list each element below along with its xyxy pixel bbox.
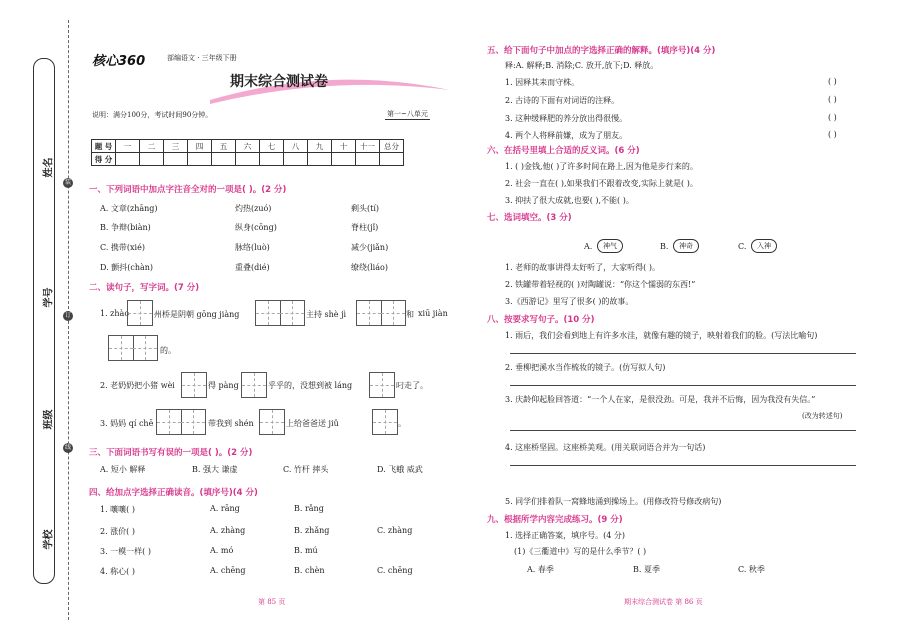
q9-option: A. 春季 bbox=[527, 565, 554, 574]
q1-option: 灼热(zuó) bbox=[235, 204, 272, 213]
score-header-cell: 八 bbox=[284, 140, 308, 153]
instructions: 说明：满分100分，考试时间90分钟。 bbox=[92, 111, 213, 119]
q4-option: B. zhǎng bbox=[294, 526, 330, 535]
answer-grid bbox=[369, 372, 395, 398]
q3-option: C. 竹杆 摔头 bbox=[283, 465, 329, 474]
q7-a: A. bbox=[584, 242, 593, 251]
q3-heading: 三、下面词语书写有误的一项是( )。(2 分) bbox=[89, 448, 253, 458]
q2-s1b: 州桥是阴朝 gōng jiàng bbox=[154, 310, 240, 319]
q4-option: C. zhàng bbox=[377, 526, 413, 535]
school-label: 学校 bbox=[43, 529, 55, 550]
score-cell bbox=[332, 153, 356, 166]
q2-s1e: xiū jiàn bbox=[418, 309, 448, 318]
score-header-cell: 七 bbox=[260, 140, 284, 153]
score-header-cell: 总分 bbox=[380, 140, 404, 153]
answer-grid bbox=[108, 335, 158, 361]
score-table bbox=[91, 139, 404, 166]
score-header-cell: 三 bbox=[164, 140, 188, 153]
q8-s3-note: (改为转述句) bbox=[802, 412, 843, 420]
score-cell bbox=[236, 153, 260, 166]
q4-option: B. chèn bbox=[294, 566, 325, 575]
score-cell bbox=[188, 153, 212, 166]
q2-s1f: 的。 bbox=[160, 346, 176, 355]
page-number-left: 第 85 页 bbox=[258, 598, 286, 606]
q9-sub: 1. 选择正确答案，填序号。(4 分) bbox=[505, 531, 626, 540]
score-cell bbox=[116, 153, 140, 166]
score-header-cell: 题 号 bbox=[92, 140, 116, 153]
word-cloud-b: 神奇 bbox=[673, 239, 699, 253]
score-cell bbox=[212, 153, 236, 166]
answer-line bbox=[510, 430, 856, 431]
q7-sentence: 3.《西游记》里写了很多( )的故事。 bbox=[505, 297, 634, 306]
q5-sentence: 3. 这种缓释肥的养分放出得很慢。 bbox=[505, 114, 628, 123]
answer-line bbox=[510, 353, 856, 354]
q1-option: 重叠(dié) bbox=[235, 263, 270, 272]
q2-s3d: 。 bbox=[398, 419, 406, 428]
q2-s3a: 3. 妈妈 qí chē bbox=[100, 419, 154, 428]
q4-option: C. chēng bbox=[377, 566, 413, 575]
q7-sentence: 2. 铁罐带着轻视的( )对陶罐说：“你这个懦弱的东西!” bbox=[505, 280, 696, 289]
q4-heading: 四、给加点字选择正确读音。(填序号)(4 分) bbox=[89, 488, 258, 498]
q8-s5: 5. 同学们排着队一窝蜂地涌到操场上。(用修改符号修改病句) bbox=[505, 497, 722, 506]
q1-option: 缭绕(liáo) bbox=[351, 263, 388, 272]
subject-label: 部编语文 · 三年级下册 bbox=[167, 54, 237, 62]
q4-option: A. rāng bbox=[210, 504, 240, 513]
score-header-cell: 六 bbox=[236, 140, 260, 153]
q1-option: 脊柱(jǐ) bbox=[351, 223, 379, 232]
answer-grid bbox=[255, 300, 305, 326]
binding-strip bbox=[33, 58, 55, 584]
score-row-label: 得 分 bbox=[92, 153, 116, 166]
answer-grid bbox=[356, 300, 406, 326]
answer-line bbox=[510, 385, 856, 386]
score-header-cell: 一 bbox=[116, 140, 140, 153]
q1-option: A. 文章(zhāng) bbox=[100, 204, 158, 213]
q8-s1: 1. 雨后，我们会看到地上有许多水洼，就像有趣的镜子，映射着我们的脸。(写法比喻句) bbox=[505, 331, 818, 340]
answer-grid bbox=[127, 300, 153, 326]
q9-heading: 九、根据所学内容完成练习。(9 分) bbox=[487, 515, 623, 525]
q7-heading: 七、选词填空。(3 分) bbox=[487, 213, 572, 223]
q2-s3b: 带我到 shén bbox=[208, 419, 254, 428]
q8-s4: 4. 这座桥坚固。这座桥美观。(用关联词语合并为一句话) bbox=[505, 443, 706, 452]
q4-option: 3. 一模一样( ) bbox=[100, 547, 151, 556]
answer-grid bbox=[156, 409, 206, 435]
q2-s3c: 上给爸爸送 jiǔ bbox=[286, 419, 339, 428]
q7-b: B. bbox=[660, 242, 669, 251]
answer-grid bbox=[181, 372, 207, 398]
word-cloud-a: 神气 bbox=[597, 239, 623, 253]
q2-s1d: 和 bbox=[406, 310, 414, 319]
score-cell bbox=[140, 153, 164, 166]
q2-s2b: 得 pàng bbox=[208, 381, 239, 390]
score-cell bbox=[164, 153, 188, 166]
q4-option: B. mú bbox=[294, 546, 318, 555]
q5-options: 释:A. 解释;B. 消除;C. 放开,放下;D. 释放。 bbox=[505, 61, 659, 70]
q8-heading: 八、按要求写句子。(10 分) bbox=[487, 315, 595, 325]
score-cell bbox=[380, 153, 404, 166]
q4-option: 2. 涨价( ) bbox=[100, 527, 135, 536]
q7-sentence: 1. 老师的故事讲得太好听了，大家听得( )。 bbox=[505, 263, 660, 272]
score-header-cell: 十一 bbox=[356, 140, 380, 153]
q9-option: C. 秋季 bbox=[738, 565, 765, 574]
q4-option: A. zhàng bbox=[210, 526, 246, 535]
q4-option: A. mó bbox=[210, 546, 234, 555]
unit-badge: 第一~八单元 bbox=[387, 110, 428, 118]
q2-s1a: 1. zhào bbox=[100, 309, 130, 318]
page-number-right: 期末综合测试卷 第 86 页 bbox=[624, 598, 703, 606]
answer-grid bbox=[259, 409, 285, 435]
q6-sentence: 3. 抑扶了很大成就,也要( ),不能( )。 bbox=[505, 196, 634, 205]
binding-mark-xian: 线 bbox=[64, 444, 71, 451]
answer-grid bbox=[372, 409, 398, 435]
q1-option: 减少(jiǎn) bbox=[351, 243, 389, 252]
class-label: 班级 bbox=[43, 409, 55, 430]
q5-blank: ( ) bbox=[828, 95, 837, 104]
q5-blank: ( ) bbox=[828, 77, 837, 86]
page-title: 期末综合测试卷 bbox=[230, 74, 328, 90]
answer-grid bbox=[241, 372, 267, 398]
q5-sentence: 4. 两个人将释前嫌，成为了朋友。 bbox=[505, 131, 628, 140]
name-label: 姓名 bbox=[43, 157, 55, 178]
q1-option: 脉络(luò) bbox=[235, 243, 270, 252]
q6-sentence: 1. ( )金钱,他( )了许多时间在路上,因为他是步行来的。 bbox=[505, 162, 698, 171]
q2-s2c: 乎乎的，没想到被 láng bbox=[268, 381, 353, 390]
score-header-cell: 九 bbox=[308, 140, 332, 153]
q5-blank: ( ) bbox=[828, 113, 837, 122]
q6-sentence: 2. 社会一直在( ),如果我们不跟着改变,实际上就是( )。 bbox=[505, 179, 698, 188]
id-label: 学号 bbox=[43, 287, 55, 308]
q1-option: B. 争辩(biàn) bbox=[100, 223, 151, 232]
q9-option: B. 夏季 bbox=[633, 565, 660, 574]
brand-logo: 核心360 bbox=[92, 54, 146, 69]
score-cell bbox=[260, 153, 284, 166]
q5-blank: ( ) bbox=[828, 130, 837, 139]
q4-option: 1. 嚷嚷( ) bbox=[100, 505, 135, 514]
q8-s2: 2. 垂柳把溪水当作梳妆的镜子。(仿写拟人句) bbox=[505, 363, 666, 372]
score-header-cell: 十 bbox=[332, 140, 356, 153]
q1-option: D. 颤抖(chàn) bbox=[100, 263, 154, 272]
q3-option: B. 强大 谦虚 bbox=[192, 465, 238, 474]
score-header-cell: 五 bbox=[212, 140, 236, 153]
binding-mark-zhuang: 装 bbox=[64, 179, 71, 186]
q1-option: 纵身(cōng) bbox=[235, 223, 277, 232]
q1-option: C. 携带(xié) bbox=[100, 243, 145, 252]
q5-sentence: 1. 因释其耒而守株。 bbox=[505, 78, 580, 87]
q2-s2d: 叼走了。 bbox=[396, 381, 428, 390]
q8-s3: 3. 庆龄仰起脸回答道：“一个人在家，是很没劲。可是，我并不后悔，因为我没有失信。” bbox=[505, 395, 816, 404]
q7-c: C. bbox=[738, 242, 747, 251]
q2-heading: 二、读句子，写字词。(7 分) bbox=[89, 283, 200, 293]
q1-heading: 一、下列词语中加点字注音全对的一项是( )。(2 分) bbox=[89, 185, 287, 195]
q5-heading: 五、给下面句子中加点的字选择正确的解释。(填序号)(4 分) bbox=[487, 46, 716, 56]
q1-option: 剩头(tí) bbox=[351, 204, 380, 213]
q4-option: B. rǎng bbox=[294, 504, 324, 513]
q4-option: 4. 称心( ) bbox=[100, 567, 135, 576]
score-header-cell: 四 bbox=[188, 140, 212, 153]
q3-option: A. 短小 解释 bbox=[100, 465, 146, 474]
answer-line bbox=[510, 465, 856, 466]
q6-heading: 六、在括号里填上合适的反义词。(6 分) bbox=[487, 146, 640, 156]
score-cell bbox=[308, 153, 332, 166]
q2-s1c: 主持 shè jì bbox=[306, 310, 347, 319]
binding-mark-ding: 订 bbox=[64, 312, 71, 319]
word-cloud-c: 入神 bbox=[751, 239, 777, 253]
q3-option: D. 飞蛾 威武 bbox=[377, 465, 423, 474]
score-header-cell: 二 bbox=[140, 140, 164, 153]
q4-option: A. chēng bbox=[210, 566, 246, 575]
q9-question: (1)《三衢道中》写的是什么季节？( ) bbox=[514, 547, 647, 556]
q5-sentence: 2. 古诗的下面有对词语的注释。 bbox=[505, 96, 620, 105]
score-cell bbox=[356, 153, 380, 166]
score-cell bbox=[284, 153, 308, 166]
q2-s2a: 2. 老奶奶把小猪 wèi bbox=[100, 381, 175, 390]
